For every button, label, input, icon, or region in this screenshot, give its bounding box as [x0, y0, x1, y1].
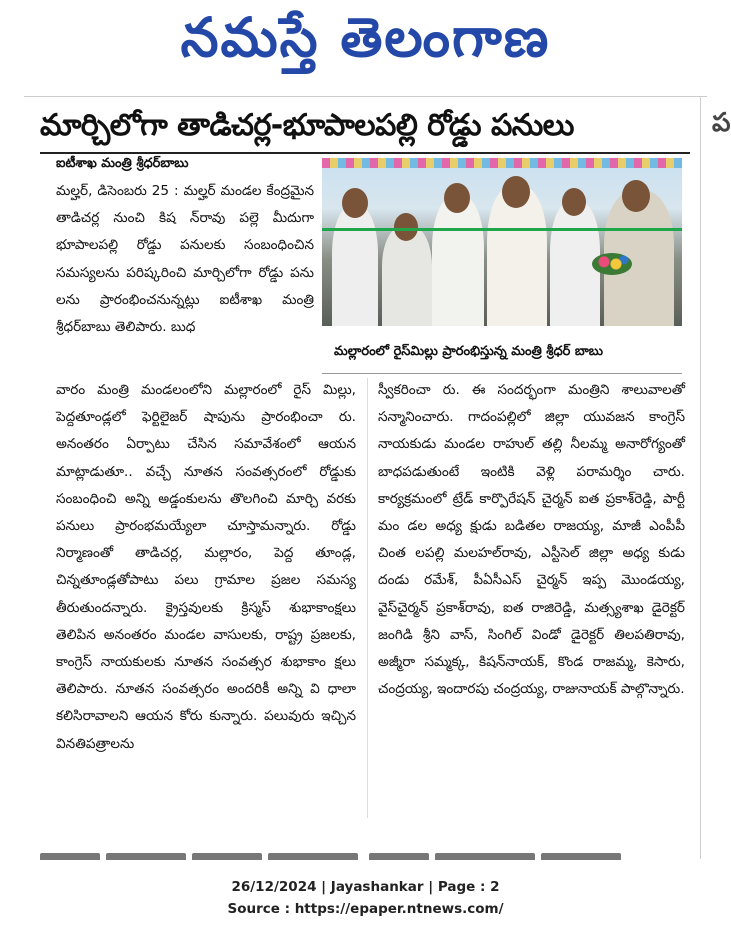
article-paragraph: స్వీకరించా రు. ఈ సందర్భంగా మంత్రిని శాలువాలతో సన్మానించారు. గాదంపల్లిలో జిల్లా యువజన కాంగ్రెస్‌ నాయకుడు మండల రాహుల్‌ తల్లి నీలమ్మ అనారోగ్యంతో బాధపడుతుంటే ఇంటికి వెళ్లి పరామర్శిం చారు. కార్యక్రమంలో ట్రేడ్‌ కార్పొరేషన్‌ చైర్మన్‌ ఐత ప్రకాశ్‌రెడ్డి, పార్టీ మం డల అధ్య క్షుడు బడితల రాజయ్య, మాజీ ఎంపీపీ చింత లపల్లి మలహల్‌రావు, ఎస్టీసెల్‌ జిల్లా అధ్య కుడు దండు రమేశ్‌, పీఏసీఎస్‌ చైర్మన్‌ ఇప్ప మొండయ్య, వైస్‌చైర్మన్‌ ప్రకాశ్‌రావు, ఐత రాజిరెడ్డి, మత్స్యశాఖ డైరెక్టర్‌ జంగిడి శ్రీని వాస్‌, సింగిల్‌ విండో డైరెక్టర్‌ తిలపతిరావు, అజ్మీరా సమ్మక్క, కిషన్‌నాయక్‌, కొండ రాజమ్మ, కెసారు, చంద్రయ్య, ఇందారపు చంద్రయ్య, రాజునాయక్‌ పాల్గొన్నారు.	[378, 382, 685, 698]
photo-minister-head	[502, 176, 530, 208]
photo-bunting	[322, 158, 682, 168]
article-headline: మార్చిలోగా తాడిచర్ల-భూపాలపల్లి రోడ్డు పనులు	[40, 108, 574, 143]
photo-person-head	[444, 183, 470, 213]
photo-person-head	[562, 188, 586, 216]
photo-caption: మల్లారంలో రైస్‌మిల్లు ప్రారంభిస్తున్న మంత్రి శ్రీధర్ బాబు	[322, 330, 682, 374]
masthead-logo: నమస్తే తెలంగాణ	[180, 6, 551, 69]
adjacent-article-edge	[708, 96, 731, 859]
footer-source-line: Source : https://epaper.ntnews.com/	[227, 901, 504, 917]
headline-rule	[40, 152, 690, 154]
photo-person-head	[394, 213, 418, 241]
photo-ribbon	[322, 228, 682, 231]
article-column-1-bottom	[56, 377, 356, 758]
photo-person-head	[342, 188, 368, 218]
photo-person-head	[622, 180, 650, 212]
page-footer	[0, 876, 731, 920]
article-photo	[322, 158, 682, 326]
article-paragraph: వారం మంత్రి మండలంలోని మల్లారంలో రైస్‌ మిల్లు, పెద్దతూండ్లలో ఫెర్టిలైజర్‌ షాపును ప్రారంభించా రు. అనంతరం ఏర్పాటు చేసిన సమావేశంలో ఆయన మాట్లాడుతూ.. వచ్చే నూతన సంవత్సరంలో రోడ్డుకు సంబంధించి అన్ని అడ్డంకులను తొలగించి మార్చి వరకు పనులు ప్రారంభమయ్యేలా చూస్తామన్నారు. రోడ్డు నిర్మాణంతో తాడిచర్ల, మల్లారం, పెద్ద తూండ్ల, చిన్నతూండ్లతోపాటు పలు గ్రామాల ప్రజల సమస్య తీరుతుందన్నారు. క్రైస్తవులకు క్రిస్మస్‌ శుభాకాంక్షలు తెలిపిన అనంతరం మండల వాసులకు, రాష్ట్ర ప్రజలకు, కాంగ్రెస్‌ నాయకులకు నూతన సంవత్సర శుభాకాం క్షలు తెలిపారు. నూతన సంవత్సరం అందరికీ అన్ని వి ధాలా కలిసిరావాలని ఆయన కోరు కున్నారు. పలువురు ఇచ్చిన వినతిపత్రాలను	[56, 382, 356, 752]
footer-date-line: 26/12/2024 | Jayashankar | Page : 2	[231, 879, 500, 895]
article-byline: ఐటీశాఖ మంత్రి శ్రీధర్‌బాబు	[56, 156, 189, 171]
next-article-cutoff	[40, 846, 690, 860]
column-divider	[700, 96, 701, 859]
photo-person	[432, 196, 484, 326]
column-separator	[367, 378, 368, 818]
article-column-1-top	[56, 178, 314, 341]
adjacent-headline-glyph: ప	[712, 108, 731, 138]
photo-person	[332, 206, 378, 326]
photo-person	[382, 226, 432, 326]
photo-flower-plate	[592, 253, 632, 275]
article-paragraph: మల్హర్‌, డిసెంబరు 25 : మల్హర్‌ మండల కేంద్రమైన తాడిచర్ల నుంచి కిష న్‌రావు పల్లె మీదుగా భూపాలపల్లి రోడ్డు పనులకు సంబంధించిన సమస్యలను పరిష్కరించి మార్చిలోగా రోడ్డు పను లను ప్రారంభించనున్నట్లు ఐటీశాఖ మంత్రి శ్రీధర్‌బాబు తెలిపారు. బుధ	[56, 183, 314, 336]
article-column-2	[378, 377, 685, 703]
masthead	[0, 0, 731, 80]
